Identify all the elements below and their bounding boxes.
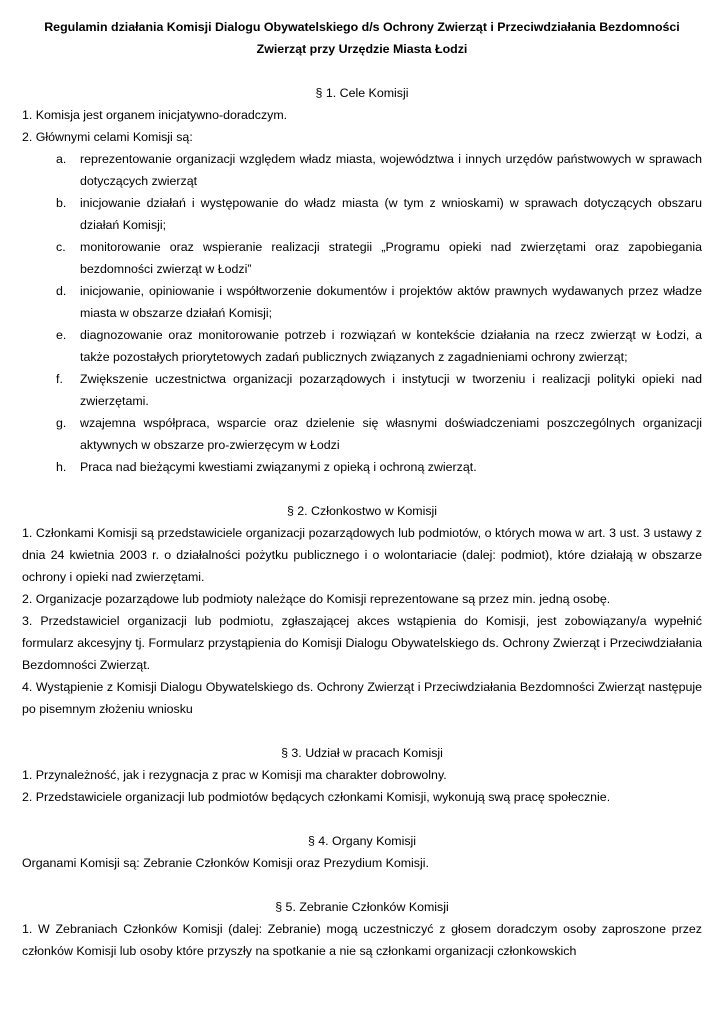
list-marker: c. (56, 240, 66, 254)
section-2-heading: § 2. Członkostwo w Komisji (286, 504, 438, 518)
section-4-para-1: Organami Komisji są: Zebranie Członków Komisji oraz Prezydium Komisji. (22, 856, 429, 870)
section-4-heading: § 4. Organy Komisji (307, 834, 417, 848)
goal-item-g (22, 412, 702, 456)
goal-item-d (22, 280, 702, 324)
goal-item-h (22, 456, 702, 478)
document-title (22, 16, 702, 60)
list-marker: b. (56, 196, 67, 210)
list-item-text: reprezentowanie organizacji względem władz miasta, województwa i innych urzędów państwowych w sprawach dotyczących zwierząt (80, 152, 702, 188)
goal-item-e (22, 324, 702, 368)
section-2-para-4: 4. Wystąpienie z Komisji Dialogu Obywatelskiego ds. Ochrony Zwierząt i Przeciwdziałania Bezdomności Zwierząt następuje po pisemnym złożeniu wniosku (22, 680, 702, 716)
list-item-text: wzajemna współpraca, wsparcie oraz dzielenie się własnymi doświadczeniami poszczególnych organizacji aktywnych w obszarze pro-zwierzęcym w Łodzi (80, 416, 702, 452)
section-5-heading: § 5. Zebranie Członków Komisji (275, 900, 449, 914)
list-marker: e. (56, 328, 67, 342)
section-2-para-1: 1. Członkami Komisji są przedstawiciele organizacji pozarządowych lub podmiotów, o których mowa w art. 3 ust. 3 ustawy z dnia 24 kwietnia 2003 r. o działalności pożytku publicznego i o wolontariacie (dalej: podmiot), które działają w obszarze ochrony i opieki nad zwierzętami. (22, 526, 702, 584)
goal-item-b (22, 192, 702, 236)
list-marker: h. (56, 460, 67, 474)
list-marker: a. (56, 152, 67, 166)
section-3-para-2: 2. Przedstawiciele organizacji lub podmiotów będących członkami Komisji, wykonują swą pracę społecznie. (22, 790, 611, 804)
list-item-text: diagnozowanie oraz monitorowanie potrzeb i rozwiązań w kontekście działania na rzecz zwierząt w Łodzi, a także pozostałych priorytetowych zadań publicznych związanych z zagadnieniami ochrony zwierząt; (80, 328, 702, 364)
section-1-goals-list (22, 148, 702, 478)
goal-item-f (22, 368, 702, 412)
list-marker: g. (56, 416, 67, 430)
list-item-text: inicjowanie, opiniowanie i współtworzenie dokumentów i projektów aktów prawnych wydawanych przez władze miasta w obszarze działań Komisji; (80, 284, 702, 320)
list-marker: d. (56, 284, 67, 298)
list-item-text: Praca nad bieżącymi kwestiami związanymi z opieką i ochroną zwierząt. (80, 460, 477, 474)
list-item-text: inicjowanie działań i występowanie do władz miasta (w tym z wnioskami) w sprawach dotyczących obszaru działań Komisji; (80, 196, 702, 232)
section-1-heading: § 1. Cele Komisji (315, 86, 409, 100)
list-item-text: Zwiększenie uczestnictwa organizacji pozarządowych i instytucji w tworzeniu i realizacji polityki opieki nad zwierzętami. (80, 372, 702, 408)
section-1-para-1: 1. Komisja jest organem inicjatywno-doradczym. (22, 108, 288, 122)
section-5-para-1: 1. W Zebraniach Członków Komisji (dalej: Zebranie) mogą uczestniczyć z głosem doradczym osoby zaproszone przez członków Komisji lub osoby które przyszły na spotkanie a nie są członkami organizacji członkowskich (22, 922, 702, 958)
section-2-para-2: 2. Organizacje pozarządowe lub podmioty należące do Komisji reprezentowane są przez min. jedną osobę. (22, 592, 611, 606)
title-line-1: Regulamin działania Komisji Dialogu Obywatelskiego d/s Ochrony Zwierząt i Przeciwdziałania Bezdomności (44, 20, 680, 34)
goal-item-c (22, 236, 702, 280)
section-2-para-3: 3. Przedstawiciel organizacji lub podmiotu, zgłaszającej akces wstąpienia do Komisji, jest zobowiązany/a wypełnić formularz akcesyjny tj. Formularz przystąpienia do Komisji Dialogu Obywatelskiego ds. Ochrony Zwierząt i Przeciwdziałania Bezdomności Zwierząt. (22, 614, 702, 672)
title-line-2: Zwierząt przy Urzędzie Miasta Łodzi (256, 42, 468, 56)
list-item-text: monitorowanie oraz wspieranie realizacji strategii „Programu opieki nad zwierzętami oraz zapobiegania bezdomności zwierząt w Łodzi” (80, 240, 702, 276)
section-3-para-1: 1. Przynależność, jak i rezygnacja z prac w Komisji ma charakter dobrowolny. (22, 768, 447, 782)
goal-item-a (22, 148, 702, 192)
list-marker: f. (56, 372, 63, 386)
section-3-heading: § 3. Udział w pracach Komisji (281, 746, 443, 760)
section-1-para-2: 2. Głównymi celami Komisji są: (22, 130, 193, 144)
